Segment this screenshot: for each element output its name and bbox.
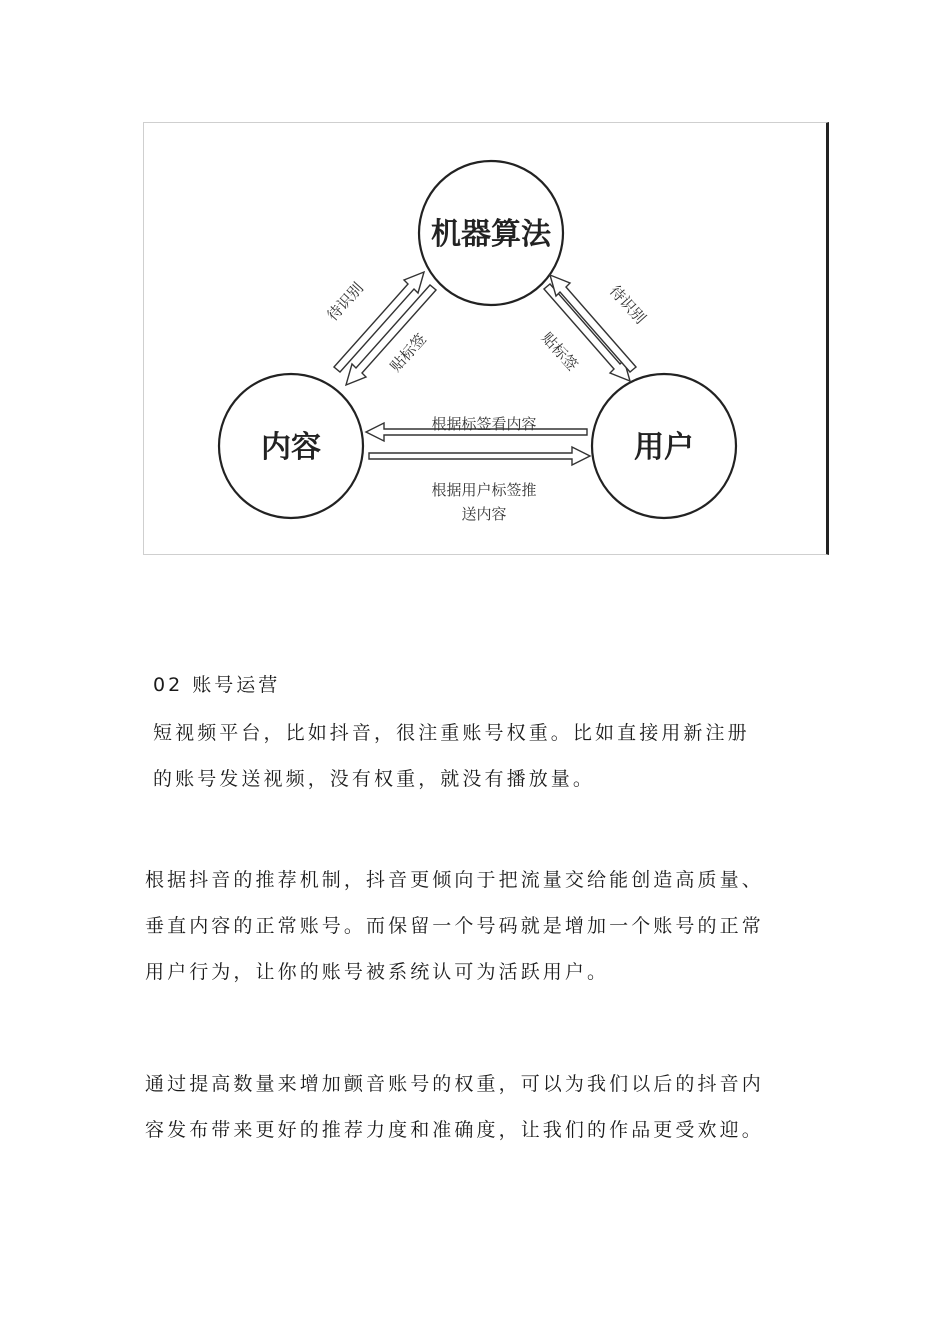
- node-label-content: 内容: [261, 430, 321, 465]
- diagram-svg: [144, 123, 830, 556]
- arrow-left-down: [346, 285, 436, 385]
- node-label-algorithm: 机器算法: [431, 217, 551, 252]
- node-label-user: 用户: [634, 430, 694, 465]
- paragraph-3: 通过提高数量来增加颤音账号的权重，可以为我们以后的抖音内 容发布带来更好的推荐力度和准确度，让我们的作品更受欢迎。: [145, 1073, 764, 1141]
- section-heading: 02 账号运营: [153, 674, 281, 696]
- edge-label-right-inner: 贴标签: [537, 328, 582, 375]
- paragraph-2: 根据抖音的推荐机制，抖音更倾向于把流量交给能创造高质量、 垂直内容的正常账号。而保留一个号码就是增加一个账号的正常 用户行为，让你的账号被系统认可为活跃用户。: [145, 869, 764, 983]
- paragraph-1: 短视频平台，比如抖音，很注重账号权重。比如直接用新注册 的账号发送视频，没有权重，就没有播放量。: [153, 722, 750, 790]
- arrow-bottom-right: [369, 447, 590, 465]
- edge-label-bottom-line1: 根据用户标签推: [431, 481, 537, 499]
- edge-label-bottom-top: 根据标签看内容: [431, 415, 537, 433]
- edge-label-bottom-line2: 送内容: [461, 505, 507, 523]
- edge-label-left-inner: 贴标签: [386, 329, 431, 376]
- edge-label-right-outer: 待识别: [605, 281, 650, 328]
- diagram-figure: [143, 122, 829, 555]
- edge-label-left-outer: 待识别: [323, 278, 368, 325]
